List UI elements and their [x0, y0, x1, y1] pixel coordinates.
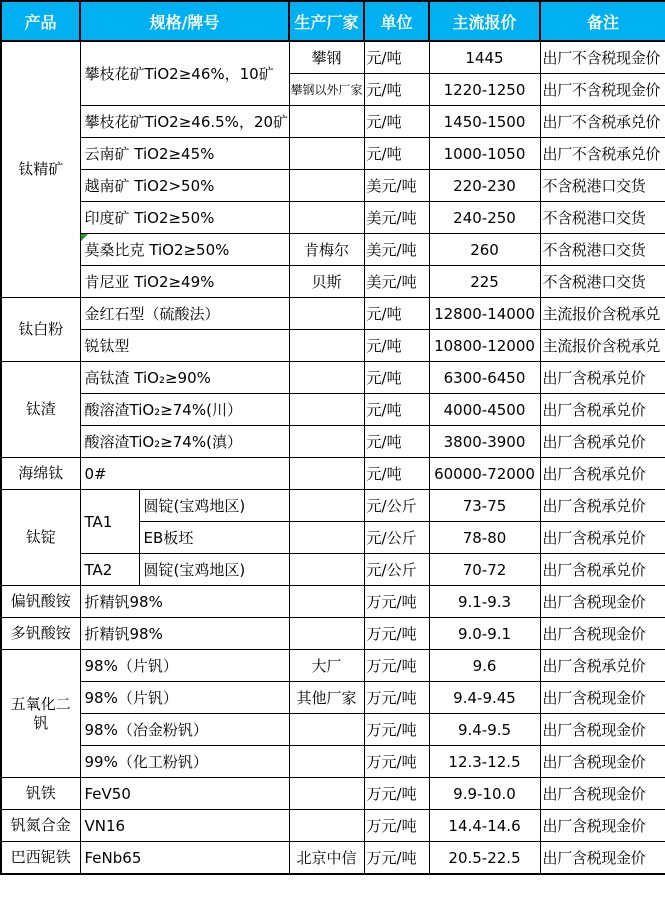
table-row	[1, 842, 665, 875]
product-cell: 多钒酸铵	[1, 618, 80, 650]
manufacturer-cell: 贝斯	[289, 266, 364, 298]
grade-cell: TA1	[80, 490, 139, 554]
manufacturer-cell: 肯梅尔	[289, 234, 364, 266]
manufacturer-cell	[289, 106, 364, 138]
manufacturer-cell	[289, 586, 364, 618]
spec-cell: 折精钒98%	[80, 618, 289, 650]
price-cell: 78-80	[429, 522, 540, 554]
price-cell: 3800-3900	[429, 426, 540, 458]
price-cell: 9.0-9.1	[429, 618, 540, 650]
product-cell: 巴西铌铁	[1, 842, 80, 875]
price-cell: 12.3-12.5	[429, 746, 540, 778]
price-cell: 70-72	[429, 554, 540, 586]
table-row	[1, 170, 665, 202]
table-row	[1, 682, 665, 714]
product-cell: 钒铁	[1, 778, 80, 810]
product-cell: 钛锭	[1, 490, 80, 586]
price-cell: 12800-14000	[429, 298, 540, 330]
spec-cell: 印度矿 TiO2≥50%	[80, 202, 289, 234]
manufacturer-cell	[289, 746, 364, 778]
note-cell: 出厂不含税承兑价	[540, 106, 665, 138]
table-row	[1, 362, 665, 394]
note-cell: 主流报价含税承兑	[540, 330, 665, 362]
price-cell: 9.6	[429, 650, 540, 682]
table-row	[1, 778, 665, 810]
unit-cell: 元/公斤	[364, 554, 429, 586]
table-row	[1, 618, 665, 650]
manufacturer-cell	[289, 618, 364, 650]
table-row	[1, 458, 665, 490]
table-row	[1, 106, 665, 138]
spec-cell: 肯尼亚 TiO2≥49%	[80, 266, 289, 298]
spec-cell: 98%（冶金粉钒）	[80, 714, 289, 746]
unit-cell: 元/吨	[364, 298, 429, 330]
table-row	[1, 810, 665, 842]
product-cell: 钒氮合金	[1, 810, 80, 842]
unit-cell: 万元/吨	[364, 842, 429, 875]
unit-cell: 美元/吨	[364, 202, 429, 234]
spec-cell: 圆锭(宝鸡地区)	[139, 490, 289, 522]
product-cell: 五氧化二钒	[1, 650, 80, 778]
price-cell: 9.4-9.45	[429, 682, 540, 714]
manufacturer-cell	[289, 458, 364, 490]
manufacturer-cell: 攀钢	[289, 41, 364, 74]
unit-cell: 元/吨	[364, 106, 429, 138]
product-cell: 钛白粉	[1, 298, 80, 362]
manufacturer-cell: 大厂	[289, 650, 364, 682]
spec-cell: 云南矿 TiO2≥45%	[80, 138, 289, 170]
table-row	[1, 41, 665, 74]
note-cell: 出厂不含税现金价	[540, 41, 665, 74]
price-cell: 9.4-9.5	[429, 714, 540, 746]
price-cell: 6300-6450	[429, 362, 540, 394]
spec-cell: 锐钛型	[80, 330, 289, 362]
spec-cell: 攀枝花矿TiO2≥46%，10矿	[80, 41, 289, 106]
table-row	[1, 202, 665, 234]
manufacturer-cell	[289, 714, 364, 746]
table-row	[1, 394, 665, 426]
spec-cell: 98%（片钒）	[80, 682, 289, 714]
note-cell: 主流报价含税承兑	[540, 298, 665, 330]
note-cell: 出厂含税承兑价	[540, 554, 665, 586]
spec-cell: 圆锭(宝鸡地区)	[139, 554, 289, 586]
col-header-product: 产品	[1, 1, 80, 41]
product-cell: 海绵钛	[1, 458, 80, 490]
manufacturer-cell	[289, 298, 364, 330]
note-cell: 出厂含税现金价	[540, 746, 665, 778]
price-cell: 60000-72000	[429, 458, 540, 490]
table-row	[1, 554, 665, 586]
spec-cell: 酸溶渣TiO₂≥74%(川）	[80, 394, 289, 426]
price-cell: 225	[429, 266, 540, 298]
unit-cell: 元/吨	[364, 74, 429, 106]
note-cell: 出厂不含税现金价	[540, 74, 665, 106]
col-header-manufacturer: 生产厂家	[289, 1, 364, 41]
table-row	[1, 266, 665, 298]
note-cell: 出厂含税承兑价	[540, 650, 665, 682]
unit-cell: 元/吨	[364, 138, 429, 170]
spec-cell: 越南矿 TiO2>50%	[80, 170, 289, 202]
unit-cell: 万元/吨	[364, 714, 429, 746]
unit-cell: 元/吨	[364, 426, 429, 458]
product-cell: 钛渣	[1, 362, 80, 458]
spec-cell: 高钛渣 TiO₂≥90%	[80, 362, 289, 394]
spec-cell	[80, 234, 289, 266]
note-cell: 出厂含税现金价	[540, 682, 665, 714]
spec-cell: FeV50	[80, 778, 289, 810]
table-row	[1, 234, 665, 266]
manufacturer-cell	[289, 138, 364, 170]
manufacturer-cell	[289, 810, 364, 842]
spec-cell: 折精钒98%	[80, 586, 289, 618]
table-row	[1, 298, 665, 330]
spec-cell: EB板坯	[139, 522, 289, 554]
spec-cell: FeNb65	[80, 842, 289, 875]
spec-cell: 98%（片钒）	[80, 650, 289, 682]
price-cell: 14.4-14.6	[429, 810, 540, 842]
price-cell: 1445	[429, 41, 540, 74]
product-cell: 偏钒酸铵	[1, 586, 80, 618]
manufacturer-cell	[289, 362, 364, 394]
spec-cell: 99%（化工粉钒）	[80, 746, 289, 778]
manufacturer-cell	[289, 394, 364, 426]
note-cell: 出厂含税现金价	[540, 618, 665, 650]
table-row	[1, 330, 665, 362]
note-cell: 不含税港口交货	[540, 170, 665, 202]
spec-cell: 金红石型（硫酸法）	[80, 298, 289, 330]
table-row	[1, 714, 665, 746]
note-cell: 出厂含税现金价	[540, 778, 665, 810]
unit-cell: 元/吨	[364, 330, 429, 362]
unit-cell: 元/公斤	[364, 490, 429, 522]
comment-marker-icon	[81, 234, 88, 241]
note-cell: 出厂含税承兑价	[540, 394, 665, 426]
unit-cell: 万元/吨	[364, 650, 429, 682]
table-row	[1, 138, 665, 170]
manufacturer-cell: 北京中信	[289, 842, 364, 875]
note-cell: 不含税港口交货	[540, 234, 665, 266]
grade-cell: TA2	[80, 554, 139, 586]
header-row	[1, 1, 665, 41]
product-cell: 钛精矿	[1, 41, 80, 298]
price-cell: 220-230	[429, 170, 540, 202]
price-cell: 1220-1250	[429, 74, 540, 106]
note-cell: 出厂含税承兑价	[540, 426, 665, 458]
spec-cell: 攀枝花矿TiO2≥46.5%，20矿	[80, 106, 289, 138]
table-row	[1, 746, 665, 778]
spec-cell: VN16	[80, 810, 289, 842]
unit-cell: 元/吨	[364, 41, 429, 74]
spec-cell: 0#	[80, 458, 289, 490]
col-header-spec: 规格/牌号	[80, 1, 289, 41]
col-header-unit: 单位	[364, 1, 429, 41]
unit-cell: 万元/吨	[364, 778, 429, 810]
col-header-note: 备注	[540, 1, 665, 41]
col-header-price: 主流报价	[429, 1, 540, 41]
price-cell: 260	[429, 234, 540, 266]
unit-cell: 万元/吨	[364, 810, 429, 842]
unit-cell: 美元/吨	[364, 266, 429, 298]
note-cell: 出厂不含税承兑价	[540, 138, 665, 170]
table-row	[1, 426, 665, 458]
manufacturer-cell	[289, 330, 364, 362]
note-cell: 不含税港口交货	[540, 202, 665, 234]
price-cell: 20.5-22.5	[429, 842, 540, 875]
price-cell: 1450-1500	[429, 106, 540, 138]
note-cell: 出厂含税现金价	[540, 586, 665, 618]
unit-cell: 美元/吨	[364, 234, 429, 266]
manufacturer-cell	[289, 426, 364, 458]
note-cell: 不含税港口交货	[540, 266, 665, 298]
note-cell: 出厂含税承兑价	[540, 490, 665, 522]
price-cell: 9.9-10.0	[429, 778, 540, 810]
unit-cell: 元/吨	[364, 394, 429, 426]
price-cell: 240-250	[429, 202, 540, 234]
unit-cell: 万元/吨	[364, 586, 429, 618]
price-cell: 73-75	[429, 490, 540, 522]
spec-text: 莫桑比克 TiO2≥50%	[84, 241, 230, 259]
manufacturer-cell	[289, 522, 364, 554]
unit-cell: 万元/吨	[364, 618, 429, 650]
note-cell: 出厂含税承兑价	[540, 522, 665, 554]
table-row	[1, 490, 665, 522]
unit-cell: 元/吨	[364, 458, 429, 490]
note-cell: 出厂含税现金价	[540, 810, 665, 842]
unit-cell: 万元/吨	[364, 746, 429, 778]
price-cell: 4000-4500	[429, 394, 540, 426]
note-cell: 出厂含税承兑价	[540, 362, 665, 394]
manufacturer-cell: 其他厂家	[289, 682, 364, 714]
price-cell: 10800-12000	[429, 330, 540, 362]
price-cell: 9.1-9.3	[429, 586, 540, 618]
table-row	[1, 586, 665, 618]
unit-cell: 美元/吨	[364, 170, 429, 202]
price-cell: 1000-1050	[429, 138, 540, 170]
unit-cell: 元/吨	[364, 362, 429, 394]
manufacturer-cell	[289, 554, 364, 586]
spec-cell: 酸溶渣TiO₂≥74%(滇）	[80, 426, 289, 458]
manufacturer-cell	[289, 202, 364, 234]
note-cell: 出厂含税现金价	[540, 714, 665, 746]
table-row	[1, 650, 665, 682]
manufacturer-cell	[289, 778, 364, 810]
manufacturer-cell: 攀钢以外厂家	[289, 74, 364, 106]
unit-cell: 元/公斤	[364, 522, 429, 554]
note-cell: 出厂含税承兑价	[540, 458, 665, 490]
note-cell: 出厂含税现金价	[540, 842, 665, 875]
manufacturer-cell	[289, 490, 364, 522]
manufacturer-cell	[289, 170, 364, 202]
unit-cell: 万元/吨	[364, 682, 429, 714]
